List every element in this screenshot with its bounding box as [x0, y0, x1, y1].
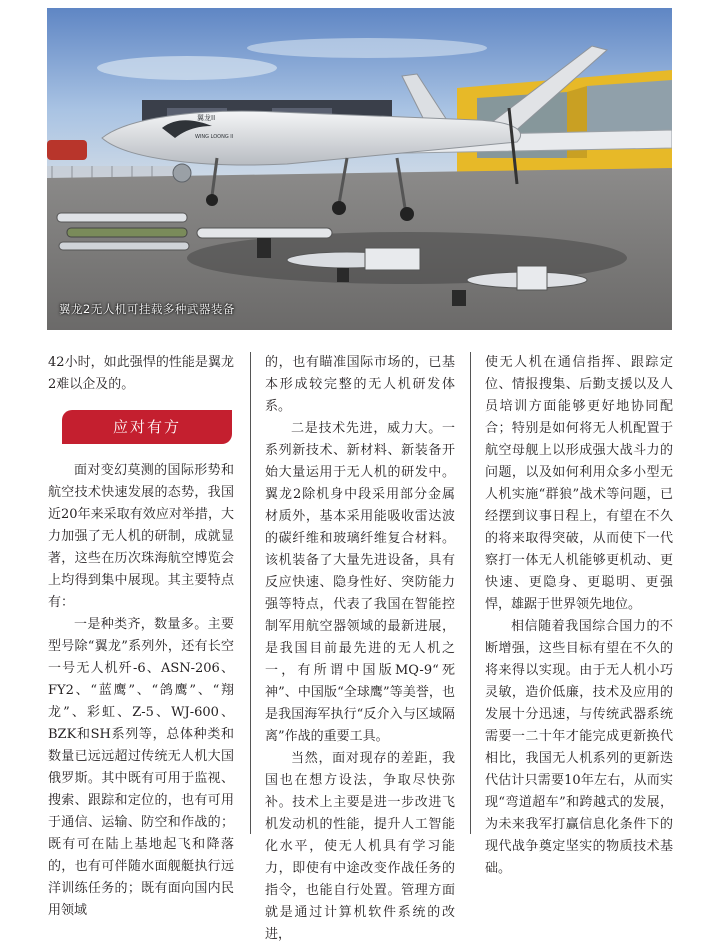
drone-illustration — [47, 8, 672, 330]
paragraph-continued: 使无人机在通信指挥、跟踪定位、情报搜集、后勤支援以及人员培训方面能够更好地协同配合；特别是如何将无人机配置于航空母舰上以形成强大战斗力的问题，以及如何利用众多小型无人机实施“群狼”战术等问题，已经摆到议事日程上，有望在不久的将来取得突破，从而使下一代察打一体无人机能够更机动、更快速、更隐身、更聪明、更强悍，雄踞于世界领先地位。 — [485, 355, 673, 612]
paragraph-continued: 的，也有瞄准国际市场的，已基本形成较完整的无人机研发体系。 — [265, 355, 455, 414]
paragraph: 相信随着我国综合国力的不断增强，这些目标有望在不久的将来得以实现。由于无人机小巧灵敏，造价低廉，技术及应用的发展十分迅速，与传统武器系统需要一二十年才能完成更新换代相比，我国无人机系列的更新迭代估计只需要10年左右，从而实现“弯道超车”和跨越式的发展，为未来我军打赢信息化条件下的现代战争奠定坚实的物质技术基础。 — [485, 619, 673, 876]
column-2 — [265, 352, 455, 946]
column-divider — [470, 352, 471, 834]
drone-photo — [47, 8, 672, 330]
paragraph-continued: 42小时，如此强悍的性能是翼龙2难以企及的。 — [48, 355, 234, 392]
paragraph: 当然，面对现存的差距，我国也在想方设法，争取尽快弥补。技术上主要是进一步改进飞机发动机的性能，提升人工智能化水平，使无人机具有学习能力，即使有中途改变作战任务的指令，也能自行处置。管理方面就是通过计算机软件系统的改进， — [265, 751, 455, 942]
paragraph: 面对变幻莫测的国际形势和航空技术快速发展的态势，我国近20年来采取有效应对举措，大力加强了无人机的研制，成就显著，这些在历次珠海航空博览会上均得到集中展现。其主要特点有： — [48, 463, 234, 610]
column-1 — [48, 352, 234, 922]
column-divider — [250, 352, 251, 834]
paragraph: 一是种类齐，数量多。主要型号除“翼龙”系列外，还有长空一号无人机歼-6、ASN-206、FY2、“蓝鹰”、“鸽鹰”、“翔龙”、彩虹、Z-5、WJ-600、BZK和SH系列等，总体种类和数量已远远超过传统无人机大国俄罗斯。其中既有可用于监视、搜索、跟踪和定位的，也有可用于通信、运输、防空和作战的；既有可在陆上基地起飞和降落的，也有可伴随水面舰艇执行远洋训练任务的；既有面向国内民用领域 — [48, 617, 234, 918]
section-heading: 应对有方 — [62, 410, 232, 444]
column-3 — [485, 352, 673, 880]
nose-sub-marking: WING LOONG II — [195, 134, 234, 140]
paragraph: 二是技术先进，威力大。一系列新技术、新材料、新装备开始大量运用于无人机的研发中。翼龙2除机身中段采用部分金属材质外，基本采用能吸收雷达波的碳纤维和玻璃纤维复合材料。该机装备了大量先进设备，具有反应快速、隐身性好、突防能力强等特点，代表了我国在智能控制军用航空器领域的最新进展，是我国目前最先进的无人机之一，有所谓中国版MQ-9“死神”、中国版“全球鹰”等美誉，也是我国海军执行“反介入与区域隔离”作战的重要工具。 — [265, 421, 455, 744]
photo-caption: 翼龙2无人机可挂载多种武器装备 — [59, 302, 235, 316]
nose-marking: 翼龙II — [197, 114, 216, 122]
